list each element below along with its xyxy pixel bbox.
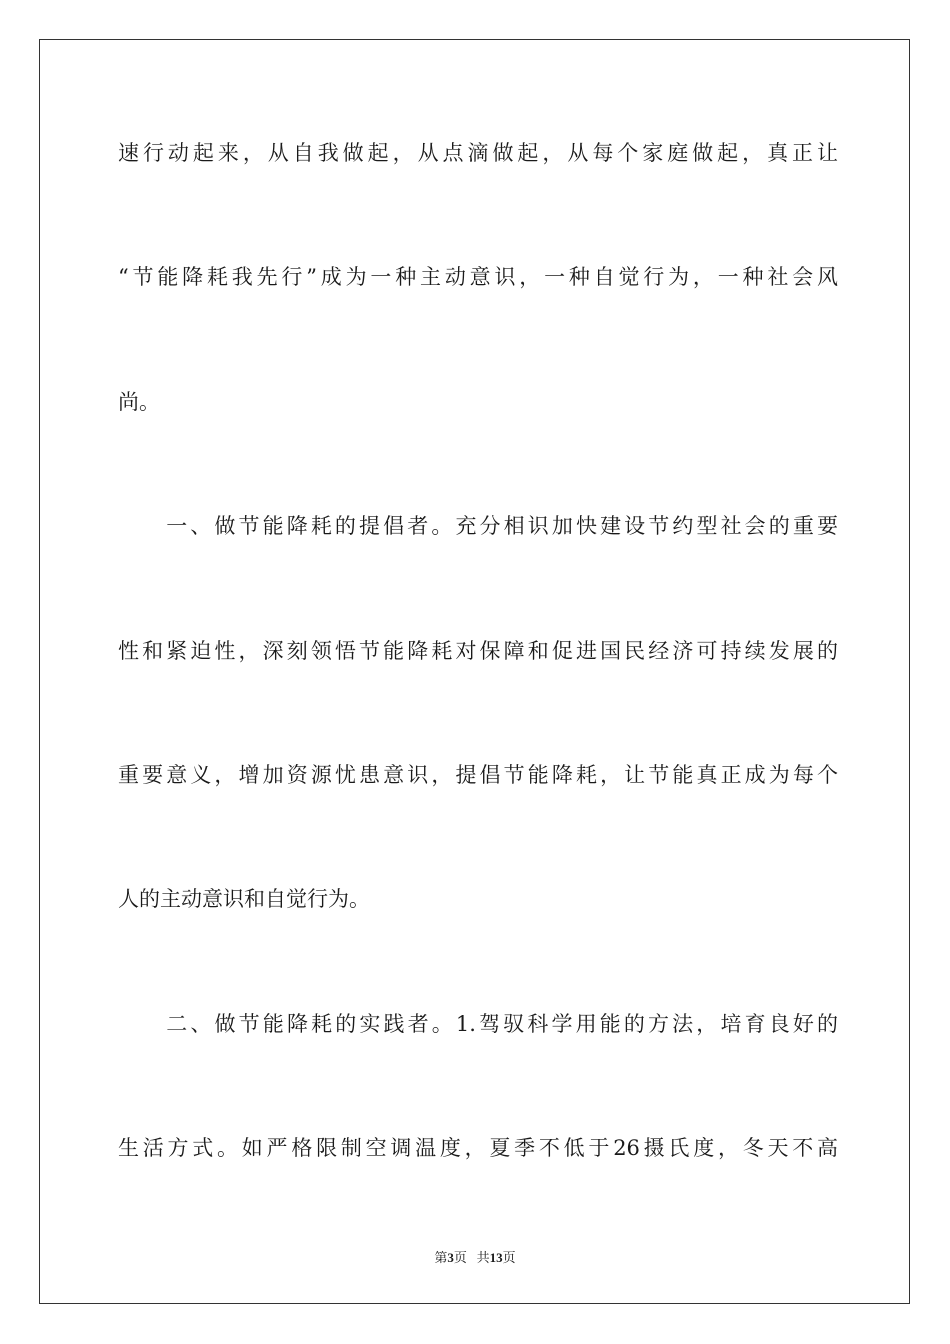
footer-total-suffix: 页 bbox=[502, 1250, 516, 1265]
paragraph-line-3: 尚。 bbox=[118, 390, 160, 414]
footer-page-prefix: 第 bbox=[434, 1250, 448, 1265]
page-border bbox=[39, 39, 910, 1304]
paragraph-line-1: 速行动起来，从自我做起，从点滴做起，从每个家庭做起，真正让 bbox=[118, 141, 838, 165]
paragraph-line-2: “节能降耗我先行”成为一种主动意识，一种自觉行为，一种社会风 bbox=[118, 265, 838, 289]
page-footer bbox=[0, 1247, 950, 1266]
footer-total-prefix: 共 bbox=[476, 1250, 490, 1265]
paragraph-line-8: 二、做节能降耗的实践者。1.驾驭科学用能的方法，培育良好的 bbox=[118, 1012, 838, 1036]
footer-total-pages: 13 bbox=[489, 1250, 503, 1265]
footer-page-number: 3 bbox=[447, 1250, 454, 1265]
paragraph-line-9: 生活方式。如严格限制空调温度，夏季不低于26摄氏度，冬天不高 bbox=[118, 1136, 838, 1160]
paragraph-line-4: 一、做节能降耗的提倡者。充分相识加快建设节约型社会的重要 bbox=[118, 514, 838, 538]
paragraph-line-6: 重要意义，增加资源忧患意识，提倡节能降耗，让节能真正成为每个 bbox=[118, 763, 838, 787]
paragraph-line-5: 性和紧迫性，深刻领悟节能降耗对保障和促进国民经济可持续发展的 bbox=[118, 639, 838, 663]
footer-page-suffix: 页 bbox=[453, 1250, 467, 1265]
paragraph-line-7: 人的主动意识和自觉行为。 bbox=[118, 887, 370, 911]
